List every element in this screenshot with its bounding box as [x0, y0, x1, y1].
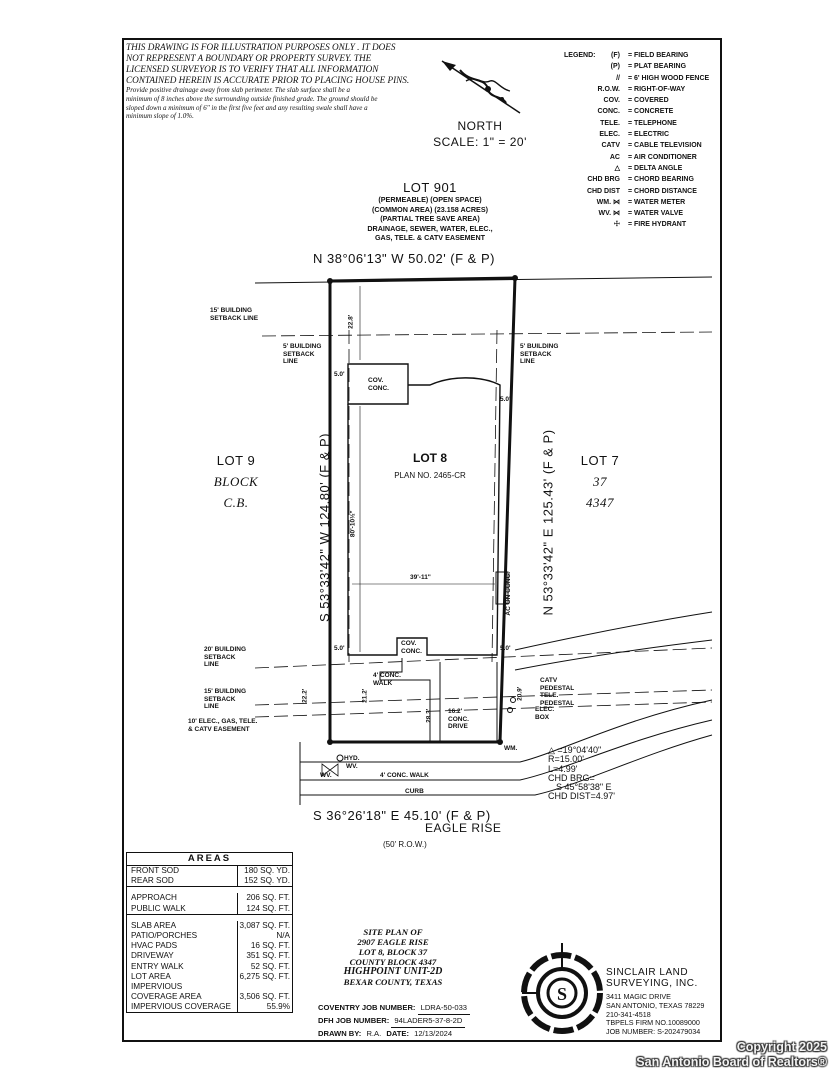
corner-pin: [327, 739, 333, 745]
dim-label: 28.3': [425, 708, 433, 723]
disclaimer-line: LICENSED SURVEYOR IS TO VERIFY THAT ALL INFORMATION: [126, 64, 379, 74]
legend-key: CHD DIST: [586, 187, 620, 195]
areas-label: SLAB AREA: [127, 921, 238, 931]
legend-value: = CONCRETE: [628, 108, 674, 116]
areas-label: REAR SOD: [127, 876, 238, 886]
drainage-line: Provide positive drainage away from slab perimeter. The slab surface shall be a: [126, 86, 351, 94]
legend-key: (F): [611, 52, 620, 59]
legend-key: WV. ⋈: [598, 210, 620, 218]
legend-key: R.O.W.: [597, 85, 620, 93]
setback-15-top-label: 15' BUILDING SETBACK LINE: [210, 307, 259, 322]
areas-row: [127, 941, 292, 951]
dfh-value: 94LADER5-37-8-2D: [391, 1015, 465, 1028]
setback-5-left-label: 5' BUILDING SETBACK LINE: [283, 343, 322, 365]
lot-7-label: [570, 450, 630, 513]
setback-right: [492, 330, 497, 662]
street-name: EAGLE RISE: [425, 821, 502, 835]
job-meta: [318, 1002, 470, 1041]
setback-5-right-label: 5' BUILDING SETBACK LINE: [520, 343, 559, 365]
wv-label: WV.: [320, 772, 332, 779]
areas-row: [127, 982, 292, 992]
block-label: BLOCK: [213, 474, 259, 489]
north-text: NORTH: [457, 119, 503, 133]
areas-value: [238, 982, 292, 992]
dim-label: 21.2': [361, 688, 369, 703]
corner-pin: [512, 275, 518, 281]
areas-label: IMPERVIOUS COVERAGE: [127, 1002, 238, 1012]
street-row: (50' R.O.W.): [383, 840, 427, 849]
legend-key: AC: [609, 153, 620, 161]
curve-chd-dist: CHD DIST=4.97': [548, 791, 615, 802]
legend-value: = RIGHT-OF-WAY: [628, 85, 686, 93]
lot-901-line: (COMMON AREA) (23.158 ACRES): [371, 204, 489, 214]
curve-chd-brg-label: CHD BRG=: [548, 772, 595, 783]
dim-label: 5.0': [334, 645, 345, 652]
legend-key: ☩: [613, 221, 620, 229]
areas-row: [127, 893, 292, 903]
copyright-line: Copyright 2025: [736, 1040, 827, 1054]
dim-label: 22.2': [301, 688, 309, 703]
legend-value: = CABLE TELEVISION: [628, 142, 702, 150]
setback-15-bottom-label: 15' BUILDING SETBACK LINE: [204, 688, 246, 710]
bearing-east: N 53°33'42" E 125.43' (F & P): [540, 429, 556, 616]
cov-conc-front-label: COV. CONC.: [401, 640, 422, 655]
areas-value: 6,275 SQ. FT.: [239, 971, 290, 981]
lot-9-label: [196, 450, 276, 513]
legend-key: CHD BRG: [587, 176, 620, 184]
areas-label: APPROACH: [127, 893, 238, 903]
dim-label: 80'-10½": [349, 510, 357, 538]
legend-value: = FIRE HYDRANT: [628, 221, 687, 229]
county-block-number: 4347: [586, 495, 614, 510]
legend-value: = WATER VALVE: [628, 210, 684, 218]
areas-value: 3,087 SQ. FT.: [239, 920, 290, 930]
sidewalk-edge: [300, 700, 712, 765]
areas-value: 152 SQ. YD.: [244, 876, 290, 886]
areas-value: 124 SQ. FT.: [246, 903, 290, 913]
bearing-north: N 38°06'13" W 50.02' (F & P): [313, 251, 495, 266]
company-address: 3411 MAGIC DRIVE: [606, 992, 671, 1001]
house-slab: [348, 378, 500, 655]
disclaimer-line: THIS DRAWING IS FOR ILLUSTRATION PURPOSES ONLY . IT DOES: [126, 42, 396, 52]
cb-label: C.B.: [223, 495, 249, 510]
setback-20-label: 20' BUILDING SETBACK LINE: [204, 646, 246, 668]
drainage-line: minimum slope of 1.0%.: [126, 112, 194, 121]
areas-row: [127, 904, 292, 914]
areas-row: [127, 876, 292, 886]
company-job: JOB NUMBER: S-202479034: [606, 1027, 701, 1037]
disclaimer-line: CONTAINED HEREIN IS ACCURATE PRIOR TO PLACING HOUSE PINS.: [126, 75, 410, 85]
lot-901-title: LOT 901: [403, 180, 457, 195]
elec-label: ELEC. BOX: [535, 706, 555, 721]
legend-key: TELE.: [600, 119, 620, 127]
setback-20: [255, 648, 712, 668]
cov-conc-rear-label: COV. CONC.: [368, 377, 389, 392]
lot-8-title: LOT 8: [412, 451, 447, 465]
areas-label: PATIO/PORCHES: [127, 931, 238, 941]
areas-label: HVAC PADS: [127, 941, 238, 951]
curve-data: [548, 746, 615, 802]
areas-value: 3,506 SQ. FT.: [239, 992, 290, 1002]
legend-value: = AIR CONDITIONER: [628, 153, 697, 161]
drainage-line: minimum of 8 inches above the surrounding outside finished grade. The ground should be: [126, 94, 378, 103]
bearing-south: S 36°26'18" E 45.10' (F & P): [313, 808, 491, 823]
legend-value: = WATER METER: [628, 198, 686, 206]
lot-901-line: (PARTIAL TREE SAVE AREA): [380, 214, 480, 224]
catv-label: CATV PEDESTAL: [540, 677, 575, 692]
block-number: 37: [593, 474, 607, 489]
drive-label: 16.2' CONC. DRIVE: [448, 708, 469, 730]
legend-key: WM. ⋈: [596, 198, 620, 206]
company-logo-icon: [512, 938, 612, 1038]
wv-label: WV.: [346, 763, 358, 770]
site-plan-line: HIGHPOINT UNIT-2D: [343, 966, 443, 977]
site-plan-line: LOT 8, BLOCK 37: [358, 947, 428, 957]
legend-value: = FIELD BEARING: [628, 52, 689, 59]
corner-pin: [497, 739, 503, 745]
legend-key: ELEC.: [599, 131, 620, 139]
legend-value: = PLAT BEARING: [628, 63, 687, 71]
areas-value: 55.9%: [266, 1002, 290, 1012]
areas-value: 206 SQ. FT.: [246, 893, 290, 903]
site-plan-line: 2907 EAGLE RISE: [357, 937, 429, 947]
legend-key: COV.: [603, 97, 620, 105]
company-name: SINCLAIR LAND: [606, 967, 689, 978]
dim-label: 22.8': [347, 314, 355, 329]
svg-text:S: S: [556, 984, 568, 1004]
walk-label: 4' CONC. WALK: [373, 672, 401, 687]
site-plan-line: BEXAR COUNTY, TEXAS: [343, 977, 443, 987]
coventry-label: COVENTRY JOB NUMBER:: [318, 1003, 416, 1012]
copyright-watermark: [636, 1040, 827, 1070]
areas-label: DRIVEWAY: [127, 951, 238, 961]
areas-row: [127, 931, 292, 941]
legend-value: = TELEPHONE: [628, 119, 677, 127]
date-label: DATE:: [386, 1029, 409, 1038]
drainage-line: sloped down a minimum of 6" in the first five feet and any resulting swale shall have a: [126, 103, 368, 112]
legend-value: = COVERED: [628, 97, 669, 105]
disclaimer-line: NOT REPRESENT A BOUNDARY OR PROPERTY SURVEY. THE: [126, 53, 372, 63]
areas-label: IMPERVIOUS: [127, 982, 238, 992]
site-plan-line: COUNTY BLOCK 4347: [349, 957, 437, 967]
company-firm: TBPELS FIRM NO.10089000: [606, 1018, 700, 1028]
copyright-line: San Antonio Board of Realtors®: [636, 1055, 827, 1069]
setback-15: [255, 690, 712, 705]
site-plan-line: SITE PLAN OF: [363, 927, 423, 937]
curve-delta: △ =19°04'40": [548, 745, 602, 755]
lot-901-line: GAS, TELE. & CATV EASEMENT: [374, 233, 486, 243]
lot-8-label: [370, 451, 490, 480]
legend-value: = CHORD DISTANCE: [628, 187, 697, 195]
site-plan-title: [318, 927, 468, 987]
coventry-value: LDRA-50-033: [418, 1002, 470, 1015]
legend-key: CONC.: [597, 108, 620, 116]
legend-key: //: [616, 74, 620, 82]
curve-length: L=4.99': [548, 763, 578, 774]
pedestal-icon: [511, 698, 516, 703]
areas-row: [127, 992, 292, 1002]
curb-label: CURB: [405, 788, 424, 795]
easement-label: 10' ELEC., GAS, TELE. & CATV EASEMENT: [188, 718, 258, 733]
areas-row: [127, 951, 292, 961]
neighbor-drive: [515, 612, 712, 650]
legend-key: CATV: [601, 142, 620, 150]
lot-boundary: [330, 278, 515, 742]
entry-walk: [380, 658, 430, 742]
curve-radius: R=15.00': [548, 754, 584, 765]
company-info: [606, 967, 718, 1037]
dim-label: 20.9': [516, 686, 524, 701]
areas-value: 16 SQ. FT.: [250, 941, 290, 951]
lot-7-title: LOT 7: [580, 453, 620, 468]
areas-label: COVERAGE AREA: [127, 992, 238, 1002]
areas-label: LOT AREA: [127, 972, 238, 982]
legend-value: = CHORD BEARING: [628, 176, 694, 184]
areas-label: FRONT SOD: [127, 866, 238, 876]
scale-text: SCALE: 1" = 20': [433, 135, 527, 149]
conc-walk-label: 4' CONC. WALK: [380, 772, 429, 779]
areas-table: [126, 852, 293, 1013]
legend-value: = 6' HIGH WOOD FENCE: [628, 74, 710, 82]
areas-row: [127, 866, 292, 876]
dim-label: 5.0': [334, 371, 345, 378]
company-address: SAN ANTONIO, TEXAS 78229: [606, 1000, 705, 1010]
lot-901-line: DRAINAGE, SEWER, WATER, ELEC.,: [367, 223, 493, 233]
drawn-label: DRAWN BY:: [318, 1029, 362, 1038]
curb-line: [300, 735, 712, 795]
lot-901-line: (PERMEABLE) (OPEN SPACE): [378, 195, 482, 204]
areas-row: [127, 972, 292, 982]
areas-label: PUBLIC WALK: [127, 904, 238, 914]
areas-value: 351 SQ. FT.: [246, 951, 290, 961]
lot-9-title: LOT 9: [216, 453, 256, 468]
areas-value: 180 SQ. YD.: [244, 866, 290, 875]
areas-row: [127, 1002, 292, 1012]
company-phone: 210-341-4518: [606, 1009, 651, 1019]
legend-key: (P): [610, 63, 620, 71]
curve-chd-brg: S 45°58'38" E: [556, 782, 612, 793]
plan-number: PLAN NO. 2465-CR: [394, 471, 466, 480]
dim-label: 39'-11": [410, 574, 431, 581]
bearing-west: S 53°33'42" W 124.80' (F & P): [316, 433, 332, 622]
dfh-label: DFH JOB NUMBER:: [318, 1016, 390, 1025]
date-value: 12/13/2024: [411, 1028, 455, 1041]
areas-title: AREAS: [127, 853, 292, 866]
fire-hydrant-icon: [337, 755, 343, 761]
easement-line: [255, 702, 712, 717]
tele-label: TELE. PEDESTAL: [540, 692, 575, 707]
company-name: SURVEYING, INC.: [606, 978, 698, 989]
corner-pin: [327, 278, 333, 284]
legend-title: LEGEND:: [564, 52, 596, 59]
areas-row: [127, 921, 292, 931]
legend-value: = ELECTRIC: [628, 131, 670, 139]
wm-label: WM.: [504, 745, 518, 752]
legend-key: △: [614, 164, 620, 172]
legend-value: = DELTA ANGLE: [628, 164, 683, 172]
dim-label: 5.0': [500, 645, 511, 652]
dim-label: 5.0': [500, 396, 511, 403]
areas-value: N/A: [276, 930, 290, 940]
hyd-label: HYD.: [344, 755, 360, 762]
areas-value: 52 SQ. FT.: [250, 961, 290, 971]
drawn-value: R.A.: [363, 1028, 384, 1041]
ac-on-conc-label: AC ON CONC.: [505, 571, 513, 616]
areas-label: ENTRY WALK: [127, 962, 238, 972]
areas-row: [127, 962, 292, 972]
